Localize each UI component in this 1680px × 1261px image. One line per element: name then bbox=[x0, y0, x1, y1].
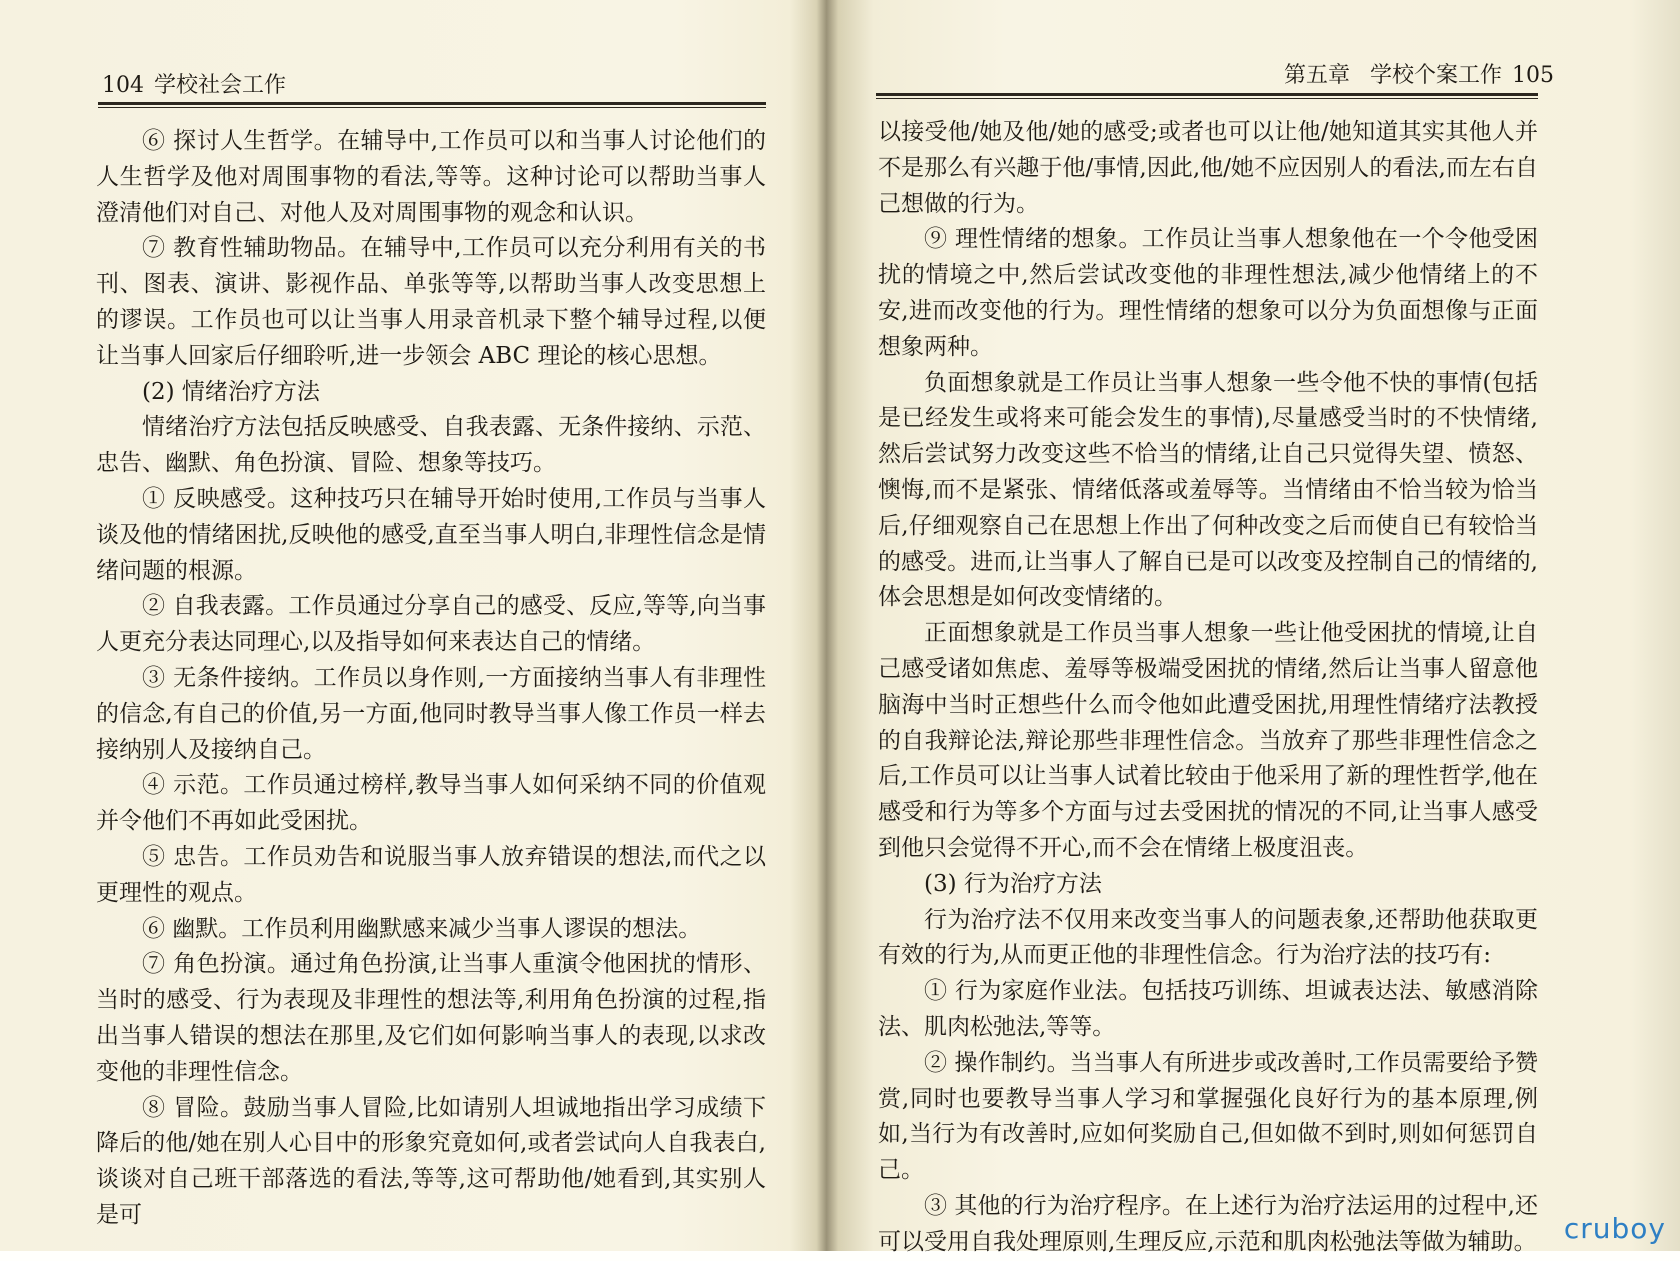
paragraph: ⑦ 教育性辅助物品。在辅导中,工作员可以充分利用有关的书刊、图表、演讲、影视作品、单张等等,以帮助当事人改变思想上的谬误。工作员也可以让当事人用录音机录下整个辅导过程,以便让当事人回家后仔细聆听,进一步领会 ABC 理论的核心思想。 bbox=[96, 235, 766, 369]
header-rule bbox=[876, 93, 1538, 96]
paragraph: ⑦ 角色扮演。通过角色扮演,让当事人重演令他困扰的情形、当时的感受、行为表现及非理性的想法等,利用角色扮演的过程,指出当事人错误的想法在那里,及它们如何影响当事人的表现,以求改变他的非理性信念。 bbox=[96, 951, 766, 1085]
paragraph: ⑧ 冒险。鼓励当事人冒险,比如请别人坦诚地指出学习成绩下降后的他/她在别人心目中的形象究竟如何,或者尝试向人自我表白,谈谈对自己班干部落选的看法,等等,这可帮助他/她看到,其实别人是可 bbox=[96, 1094, 766, 1228]
paragraph: ② 操作制约。当当事人有所进步或改善时,工作员需要给予赞赏,同时也要教导当事人学习和掌握强化良好行为的基本原理,例如,当行为有改善时,应如何奖励自己,但如做不到时,则如何惩罚自己。 bbox=[878, 1049, 1538, 1184]
chapter-title: 学校个案工作 bbox=[1370, 63, 1503, 88]
paragraph: 负面想象就是工作员让当事人想象一些令他不快的事情(包括是已经发生或将来可能会发生的事情),尽量感受当时的不快情绪,然后尝试努力改变这些不恰当的情绪,让自己只觉得失望、愤怒、懊悔,而不是紧张、情绪低落或羞辱等。当情绪由不恰当较为恰当后,仔细观察自己在思想上作出了何种改变之后而使自已有较恰当的感受。进而,让当事人了解自已是可以改变及控制自己的情绪的,体会思想是如何改变情绪的。 bbox=[878, 369, 1538, 611]
book-title: 学校社会工作 bbox=[154, 73, 287, 98]
running-head bbox=[1284, 58, 1554, 89]
paragraph: 正面想象就是工作员当事人想象一些让他受困扰的情境,让自己感受诸如焦虑、羞辱等极端受困扰的情绪,然后让当事人留意他脑海中当时正想些什么而令他如此遭受困扰,用理性情绪疗法教授的自我辩论法,辩论那些非理性信念。当放弃了那些非理性信念之后,工作员可以让当事人试着比较由于他采用了新的理性哲学,他在感受和行为等多个方面与过去受困扰的情况的不同,让当事人感受到他只会觉得不开心,而不会在情绪上极度沮丧。 bbox=[878, 620, 1538, 861]
running-head bbox=[102, 68, 286, 99]
paragraph: ③ 其他的行为治疗程序。在上述行为治疗法运用的过程中,还可以受用自我处理原则,生理反应,示范和肌肉松弛法等做为辅助。 bbox=[878, 1192, 1538, 1255]
watermark: cruboy bbox=[1563, 1212, 1666, 1245]
paragraph: 以接受他/她及他/她的感受;或者也可以让他/她知道其实其他人并不是那么有兴趣于他/事情,因此,他/她不应因别人的看法,而左右自己想做的行为。 bbox=[878, 119, 1538, 217]
paragraph: ⑨ 理性情绪的想象。工作员让当事人想象他在一个令他受困扰的情境之中,然后尝试改变他的非理性想法,减少他情绪上的不安,进而改变他的行为。理性情绪的想象可以分为负面想像与正面想象两种。 bbox=[878, 226, 1538, 360]
header-rule bbox=[98, 102, 766, 105]
left-page bbox=[0, 0, 800, 1251]
paragraph: ⑥ 幽默。工作员利用幽默感来减少当事人谬误的想法。 bbox=[142, 915, 702, 942]
paragraph: 情绪治疗方法包括反映感受、自我表露、无条件接纳、示范、忠告、幽默、角色扮演、冒险、想象等技巧。 bbox=[96, 414, 766, 477]
paragraph: 行为治疗法不仅用来改变当事人的问题表象,还帮助他获取更有效的行为,从而更正他的非理性信念。行为治疗法的技巧有: bbox=[878, 906, 1538, 969]
page-body bbox=[96, 124, 766, 1234]
section-heading: (3) 行为治疗方法 bbox=[924, 870, 1102, 897]
paragraph: ⑥ 探讨人生哲学。在辅导中,工作员可以和当事人讨论他们的人生哲学及他对周围事物的看法,等等。这种讨论可以帮助当事人澄清他们对自己、对他人及对周围事物的观念和认识。 bbox=[96, 128, 766, 226]
page-body bbox=[878, 115, 1538, 1261]
page-number: 104 bbox=[102, 73, 144, 98]
right-page bbox=[860, 0, 1680, 1255]
section-heading: (2) 情绪治疗方法 bbox=[142, 378, 320, 405]
chapter-label: 第五章 bbox=[1284, 63, 1351, 88]
paragraph: ① 反映感受。这种技巧只在辅导开始时使用,工作员与当事人谈及他的情绪困扰,反映他的感受,直至当事人明白,非理性信念是情绪问题的根源。 bbox=[96, 485, 766, 584]
paragraph: ② 自我表露。工作员通过分享自己的感受、反应,等等,向当事人更充分表达同理心,以及指导如何来表达自己的情绪。 bbox=[96, 593, 766, 656]
paragraph: ① 行为家庭作业法。包括技巧训练、坦诚表达法、敏感消除法、肌肉松弛法,等等。 bbox=[878, 978, 1538, 1040]
paragraph: ④ 示范。工作员通过榜样,教导当事人如何采纳不同的价值观并令他们不再如此受困扰。 bbox=[96, 772, 766, 835]
paragraph: ③ 无条件接纳。工作员以身作则,一方面接纳当事人有非理性的信念,有自己的价值,另一方面,他同时教导当事人像工作员一样去接纳别人及接纳自己。 bbox=[96, 664, 766, 763]
paragraph: ⑤ 忠告。工作员劝告和说服当事人放弃错误的想法,而代之以更理性的观点。 bbox=[96, 843, 766, 906]
page-number: 105 bbox=[1512, 63, 1555, 88]
